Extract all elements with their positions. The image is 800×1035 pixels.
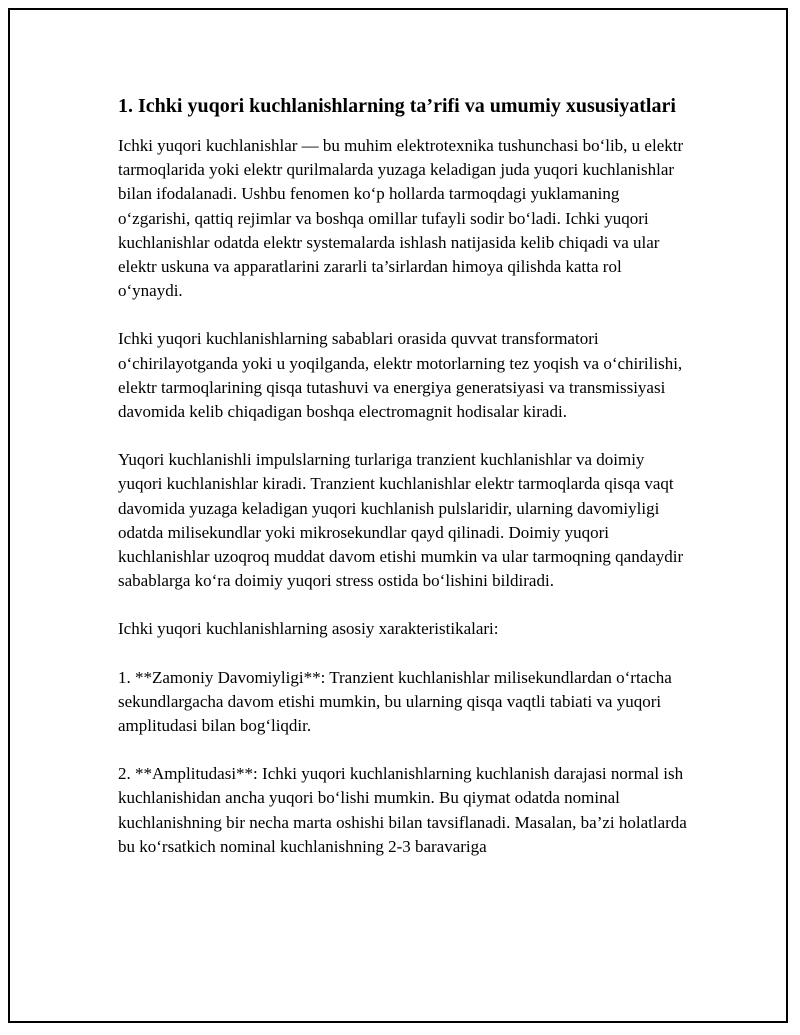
- document-body: [118, 92, 688, 883]
- section-heading: 1. Ichki yuqori kuchlanishlarning ta’rifi va umumiy xususiyatlari: [118, 95, 676, 117]
- paragraph-definition: Ichki yuqori kuchlanishlar — bu muhim elektrotexnika tushunchasi bo‘lib, u elektr tarmoqlarida yoki elektr qurilmalarda yuzaga keladigan juda yuqori kuchlanishlar bilan ifodalanadi. Ushbu fenomen ko‘p hollarda tarmoqdagi yuklamaning o‘zgarishi, qattiq rejimlar va boshqa omillar tufayli sodir bo‘ladi. Ichki yuqori kuchlanishlar odatda elektr systemalarda ishlash natijasida kelib chiqadi va ular elektr uskuna va apparatlarini zararli ta’sirlardan himoya qilishda katta rol o‘ynaydi.: [118, 136, 684, 301]
- list-item-amplitude: 2. **Amplitudasi**: Ichki yuqori kuchlanishlarning kuchlanish darajasi normal ish kuchlanishidan ancha yuqori bo‘lishi mumkin. Bu qiymat odatda nominal kuchlanishning bir necha marta oshishi bilan tavsiflanadi. Masalan, ba’zi holatlarda bu ko‘rsatkich nominal kuchlanishning 2-3 baravariga: [118, 764, 687, 856]
- list-item-duration: 1. **Zamoniy Davomiyligi**: Tranzient kuchlanishlar milisekundlardan o‘rtacha sekundlargacha davom etishi mumkin, bu ularning qisqa vaqtli tabiati va yuqori amplitudasi bilan bog‘liqdir.: [118, 667, 672, 736]
- paragraph-types: Yuqori kuchlanishli impulslarning turlariga tranzient kuchlanishlar va doimiy yuqori kuchlanishlar kiradi. Tranzient kuchlanishlar elektr tarmoqlarda qisqa vaqt davomida yuzaga keladigan yuqori kuchlanish pulslaridir, ularning davomiyligi odatda milisekundlar yoki mikrosekundlar qayd qilinadi. Doimiy yuqori kuchlanishlar uzoqroq muddat davom etishi mumkin va ular tarmoqning qandaydir sabablarga ko‘ra doimiy yuqori stress ostida bo‘lishini bildiradi.: [118, 450, 684, 591]
- paragraph-causes: Ichki yuqori kuchlanishlarning sabablari orasida quvvat transformatori o‘chirilayotganda yoki u yoqilganda, elektr motorlarning tez yoqish va o‘chirilishi, elektr tarmoqlarining qisqa tutashuvi va energiya generatsiyasi va transmissiyasi davomida kelib chiqadigan boshqa electromagnit hodisalar kiradi.: [118, 329, 683, 422]
- paragraph-characteristics-intro: Ichki yuqori kuchlanishlarning asosiy xarakteristikalari:: [118, 619, 499, 639]
